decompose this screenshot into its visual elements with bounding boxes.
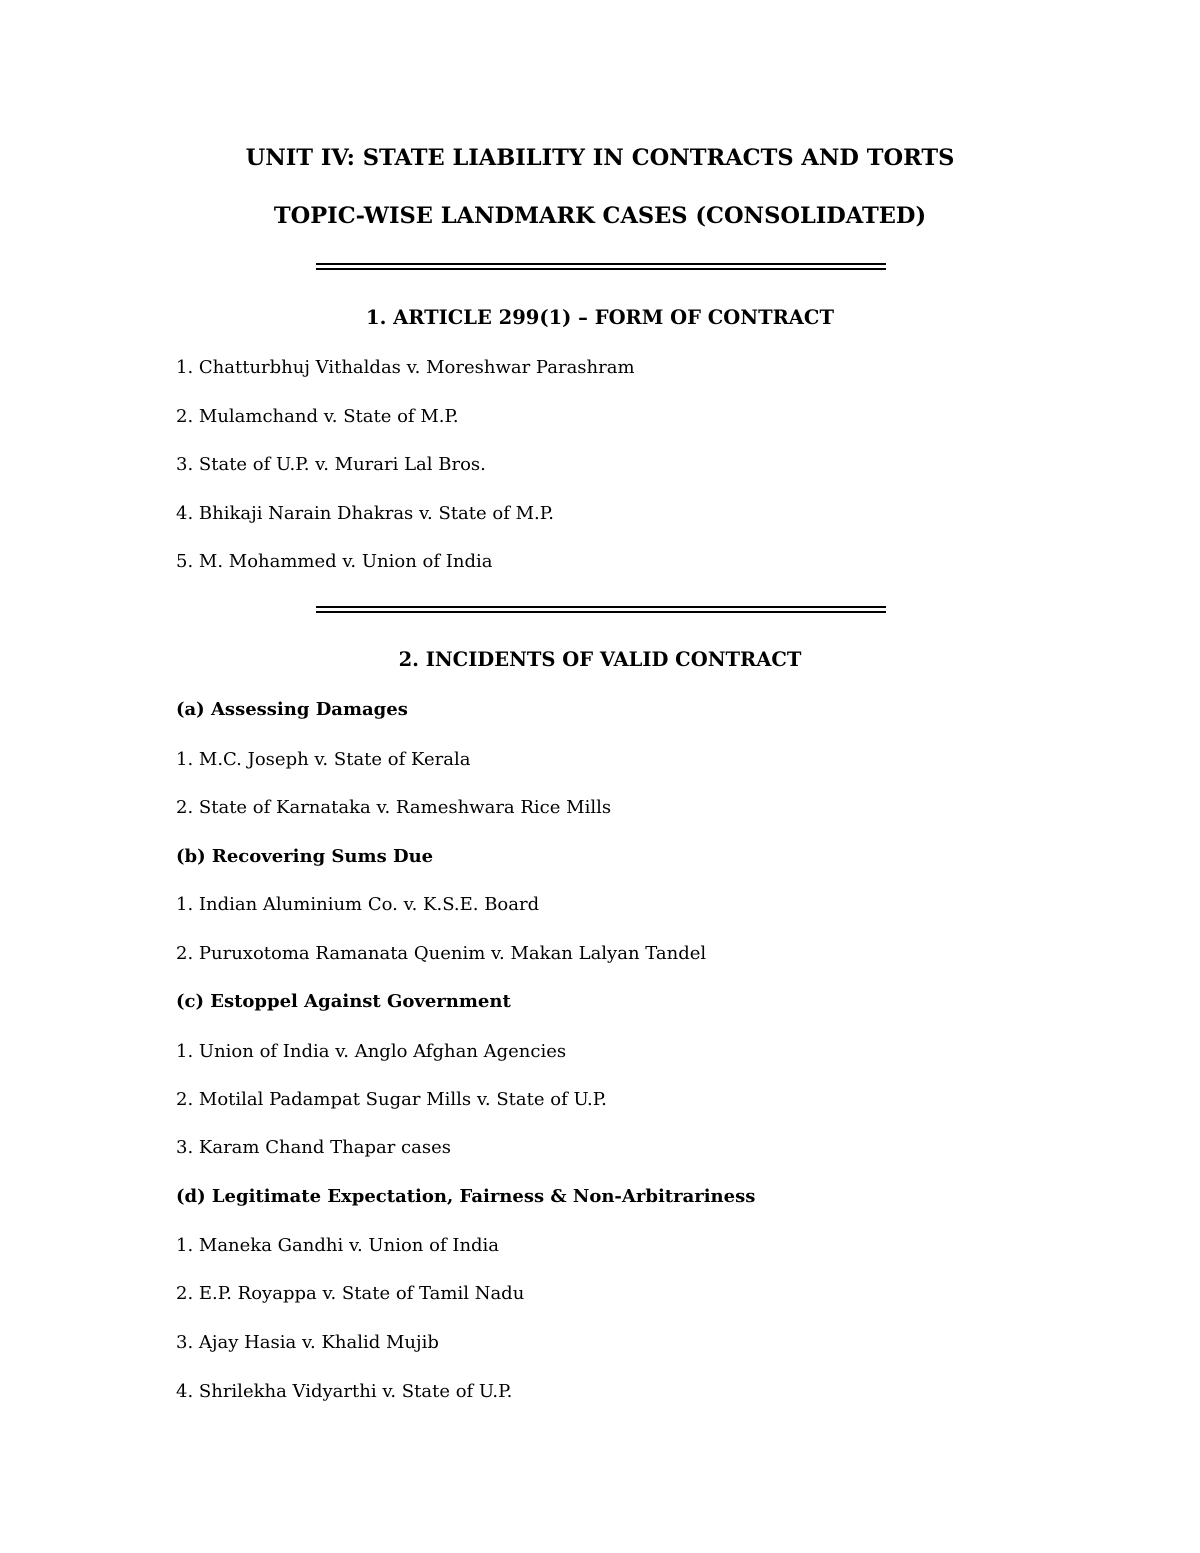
case-list-item: 3. Ajay Hasia v. Khalid Mujib — [176, 1332, 439, 1353]
case-list-item: 1. Maneka Gandhi v. Union of India — [176, 1235, 500, 1256]
document-title: UNIT IV: STATE LIABILITY IN CONTRACTS AND TORTS — [245, 145, 955, 171]
case-list-item: 2. Puruxotoma Ramanata Quenim v. Makan Lalyan Tandel — [176, 943, 707, 964]
case-list-item: 1. Union of India v. Anglo Afghan Agencies — [176, 1041, 567, 1062]
subsection-heading-sums-due: (b) Recovering Sums Due — [176, 846, 434, 867]
case-list-item: 2. Mulamchand v. State of M.P. — [176, 406, 459, 427]
case-list-item: 2. Motilal Padampat Sugar Mills v. State of U.P. — [176, 1089, 607, 1110]
section-heading-article-299: 1. ARTICLE 299(1) – FORM OF CONTRACT — [366, 306, 834, 329]
subsection-heading-legitimate-expectation: (d) Legitimate Expectation, Fairness & Non-Arbitrariness — [176, 1186, 756, 1207]
section-heading-incidents: 2. INCIDENTS OF VALID CONTRACT — [398, 648, 802, 671]
case-list-item: 4. Bhikaji Narain Dhakras v. State of M.P. — [176, 503, 554, 524]
case-list-item: 1. Indian Aluminium Co. v. K.S.E. Board — [176, 894, 540, 915]
case-list-item: 2. State of Karnataka v. Rameshwara Rice Mills — [176, 797, 612, 818]
case-list-item: 3. Karam Chand Thapar cases — [176, 1137, 451, 1158]
document-subtitle: TOPIC-WISE LANDMARK CASES (CONSOLIDATED) — [273, 203, 927, 229]
case-list-item: 3. State of U.P. v. Murari Lal Bros. — [176, 454, 486, 475]
case-list-item: 1. M.C. Joseph v. State of Kerala — [176, 749, 471, 770]
subsection-heading-estoppel: (c) Estoppel Against Government — [176, 991, 511, 1012]
case-list-item: 5. M. Mohammed v. Union of India — [176, 551, 493, 572]
double-rule-divider — [316, 263, 886, 270]
double-rule-divider — [316, 606, 886, 613]
case-list-item: 1. Chatturbhuj Vithaldas v. Moreshwar Parashram — [176, 357, 635, 378]
case-list-item: 4. Shrilekha Vidyarthi v. State of U.P. — [176, 1381, 513, 1402]
case-list-item: 2. E.P. Royappa v. State of Tamil Nadu — [176, 1283, 525, 1304]
subsection-heading-damages: (a) Assessing Damages — [176, 699, 408, 720]
